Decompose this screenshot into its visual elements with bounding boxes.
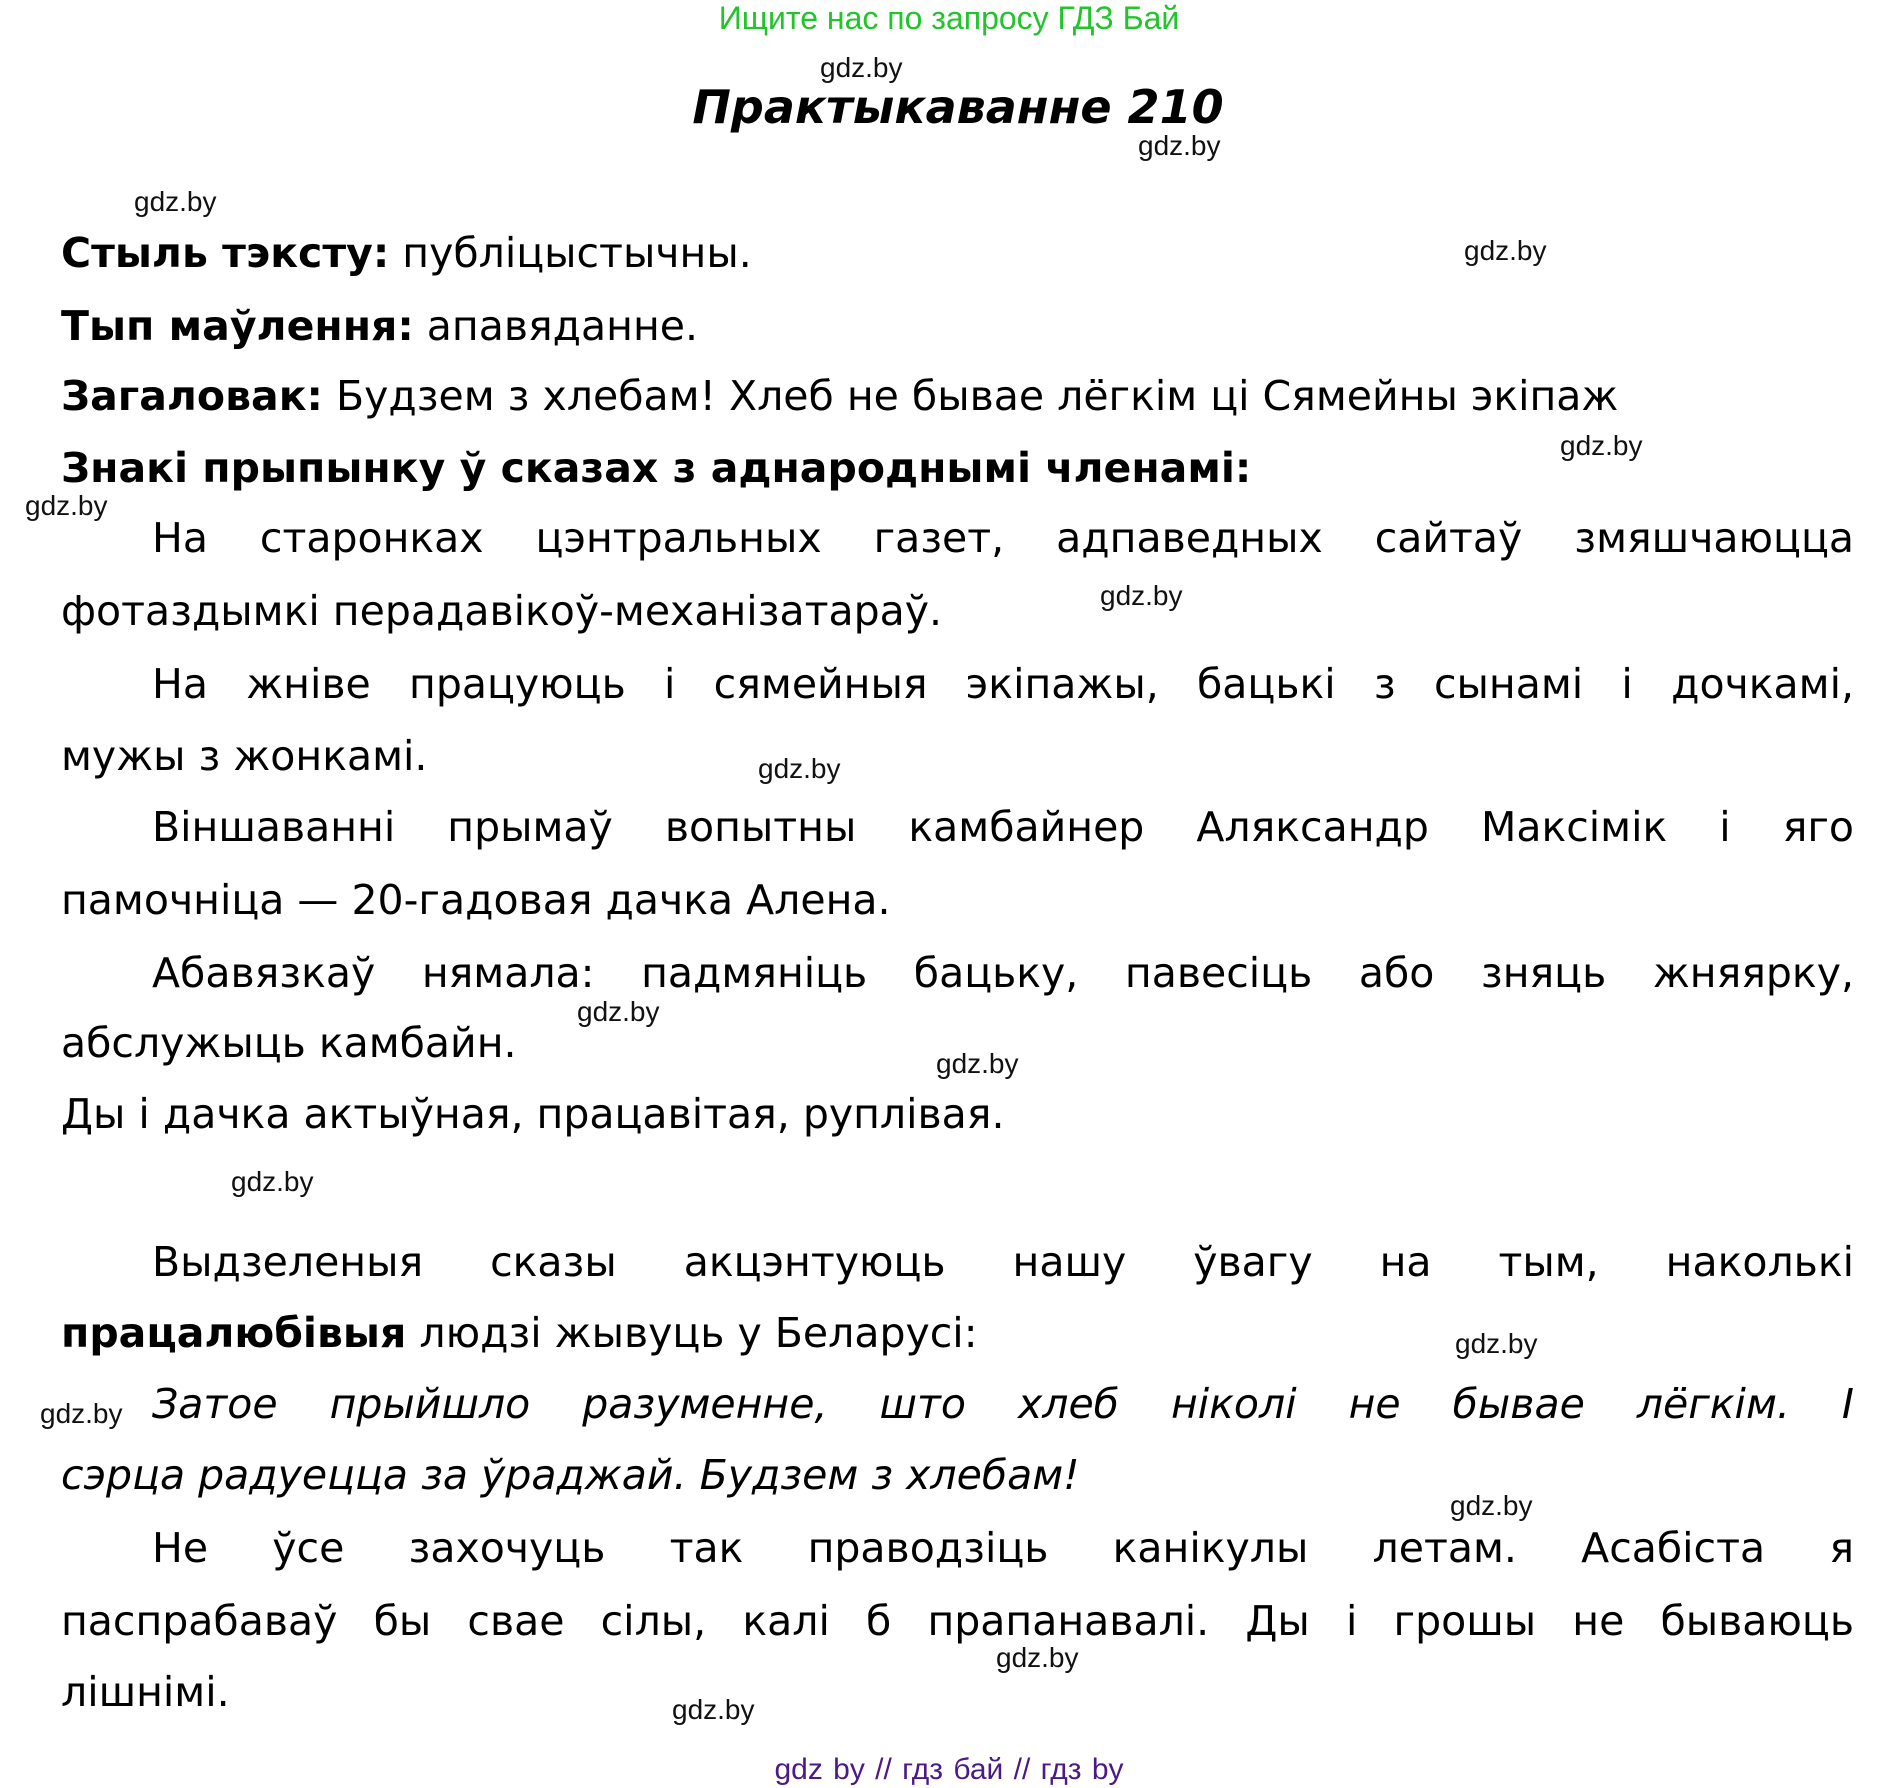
analysis-2-line-3: лішнімі. bbox=[61, 1668, 230, 1716]
example-4-line-1: Абавязкаў нямала: падмяніць бацьку, павесіць або зняць жняярку, bbox=[152, 949, 1854, 997]
watermark: gdz.by bbox=[1455, 1328, 1538, 1359]
watermark: gdz.by bbox=[1100, 580, 1183, 611]
watermark: gdz.by bbox=[1560, 430, 1643, 461]
example-4-line-2: абслужыць камбайн. bbox=[61, 1019, 517, 1067]
watermark: gdz.by bbox=[996, 1642, 1079, 1673]
example-3-line-1: Віншаванні прымаў вопытны камбайнер Аляксандр Максімік і яго bbox=[152, 803, 1854, 851]
example-2-line-2: мужы з жонкамі. bbox=[61, 732, 428, 780]
watermark: gdz.by bbox=[25, 490, 108, 521]
watermark: gdz.by bbox=[1138, 130, 1221, 161]
example-2-line-1: На жніве працуюць і сямейныя экіпажы, бацькі з сынамі і дочкамі, bbox=[152, 660, 1854, 708]
watermark: gdz.by bbox=[40, 1398, 123, 1429]
heading-line bbox=[61, 370, 1854, 422]
heading-label: Загаловак: bbox=[61, 372, 323, 420]
watermark: gdz.by bbox=[936, 1048, 1019, 1079]
analysis-2-line-2: паспрабаваў бы свае сілы, калі б прапанавалі. Ды і грошы не бываюць bbox=[61, 1597, 1854, 1645]
punctuation-heading: Знакі прыпынку ў сказах з аднароднымі членамі: bbox=[61, 444, 1252, 492]
watermark: gdz.by bbox=[1450, 1490, 1533, 1521]
emphasis-word: працалюбівыя bbox=[61, 1309, 407, 1357]
watermark: gdz.by bbox=[672, 1694, 755, 1725]
footer-links[interactable]: gdz by // гдз бай // гдз by bbox=[774, 1753, 1124, 1786]
analysis-1-line-2 bbox=[61, 1307, 1854, 1359]
watermark: gdz.by bbox=[231, 1166, 314, 1197]
search-banner: Ищите нас по запросу ГДЗ Бай bbox=[718, 0, 1180, 36]
example-1-line-1: На старонках цэнтральных газет, адпаведных сайтаў змяшчаюцца bbox=[152, 514, 1854, 562]
watermark: gdz.by bbox=[134, 186, 217, 217]
page-title: Практыкаванне 210 bbox=[692, 80, 1224, 134]
example-1-line-2: фотаздымкі перадавікоў-механізатараў. bbox=[61, 587, 943, 635]
watermark: gdz.by bbox=[1464, 235, 1547, 266]
style-line bbox=[61, 227, 1854, 279]
watermark: gdz.by bbox=[577, 996, 660, 1027]
quote-line-2: сэрца радуецца за ўраджай. Будзем з хлебам! bbox=[61, 1451, 1080, 1499]
analysis-2-line-1: Не ўсе захочуць так праводзіць канікулы летам. Асабіста я bbox=[152, 1524, 1854, 1572]
watermark: gdz.by bbox=[758, 753, 841, 784]
watermark: gdz.by bbox=[820, 52, 903, 83]
example-5: Ды і дачка актыўная, працавітая, руплівая. bbox=[61, 1090, 1005, 1138]
analysis-1-line-1: Выдзеленыя сказы акцэнтуюць нашу ўвагу на тым, наколькі bbox=[152, 1238, 1854, 1286]
heading-value: Будзем з хлебам! Хлеб не бывае лёгкім ці Сямейны экіпаж bbox=[322, 372, 1619, 420]
speech-type-value: апавяданне. bbox=[413, 302, 699, 350]
quote-line-1: Затое прыйшло разуменне, што хлеб ніколі не бывае лёгкім. І bbox=[152, 1380, 1854, 1428]
speech-type-label: Тып маўлення: bbox=[61, 302, 414, 350]
example-3-line-2: памочніца — 20-гадовая дачка Алена. bbox=[61, 876, 891, 924]
style-value: публіцыстычны. bbox=[389, 229, 752, 277]
analysis-1-rest: людзі жывуць у Беларусі: bbox=[406, 1309, 978, 1357]
style-label: Стыль тэксту: bbox=[61, 229, 390, 277]
speech-type-line bbox=[61, 300, 1854, 352]
